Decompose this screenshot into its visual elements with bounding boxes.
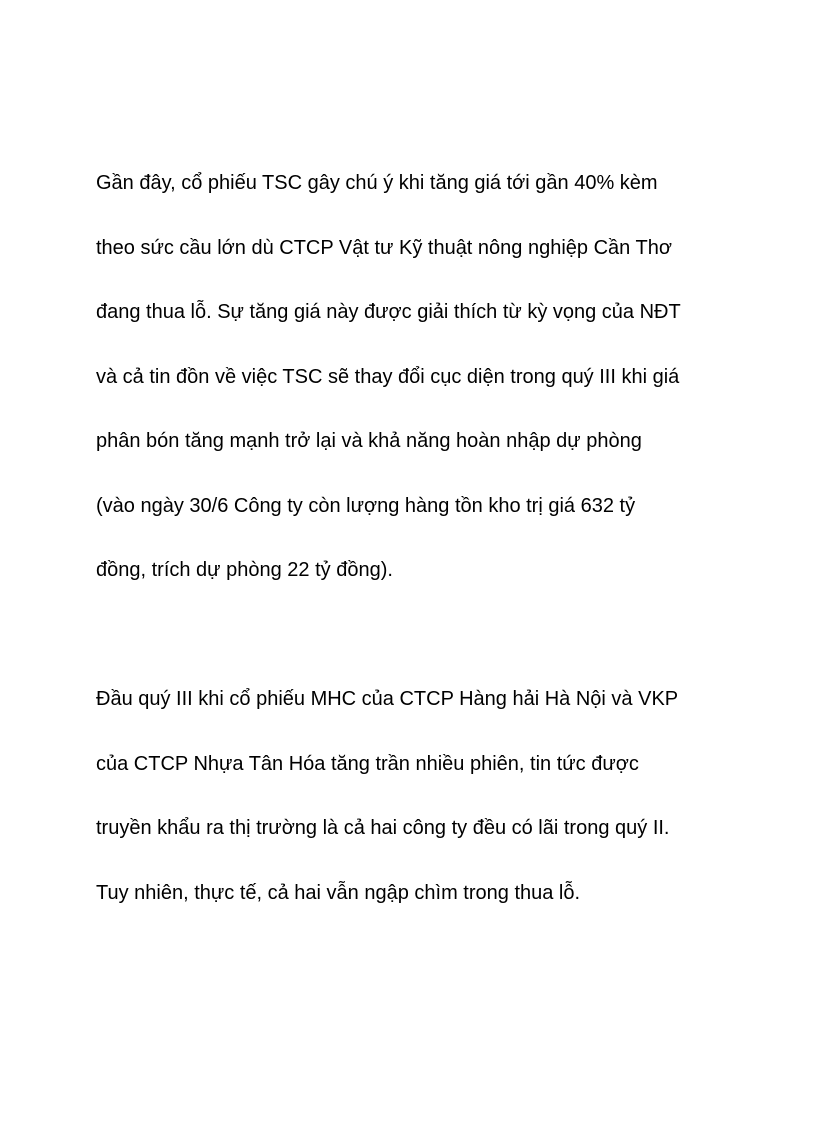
text-line: đồng, trích dự phòng 22 tỷ đồng). <box>96 559 393 581</box>
text-line: đang thua lỗ. Sự tăng giá này được giải thích từ kỳ vọng của NĐT <box>96 301 681 323</box>
paragraph-mhc-vkp-stocks <box>96 687 736 945</box>
paragraph-tsc-stock <box>96 171 736 623</box>
text-line: phân bón tăng mạnh trở lại và khả năng hoàn nhập dự phòng <box>96 430 642 452</box>
text-line: truyền khẩu ra thị trường là cả hai công ty đều có lãi trong quý II. <box>96 817 670 839</box>
text-line: Tuy nhiên, thực tế, cả hai vẫn ngập chìm trong thua lỗ. <box>96 881 581 904</box>
text-line: Gần đây, cổ phiếu TSC gây chú ý khi tăng giá tới gần 40% kèm <box>96 172 658 194</box>
text-line: và cả tin đồn về việc TSC sẽ thay đổi cục diện trong quý III khi giá <box>96 365 680 388</box>
text-line: theo sức cầu lớn dù CTCP Vật tư Kỹ thuật nông nghiệp Cần Thơ <box>96 236 672 259</box>
text-line: Đầu quý III khi cổ phiếu MHC của CTCP Hàng hải Hà Nội và VKP <box>96 688 679 710</box>
text-line: (vào ngày 30/6 Công ty còn lượng hàng tồn kho trị giá 632 tỷ <box>96 494 636 517</box>
text-line: của CTCP Nhựa Tân Hóa tăng trần nhiều phiên, tin tức được <box>96 752 639 775</box>
